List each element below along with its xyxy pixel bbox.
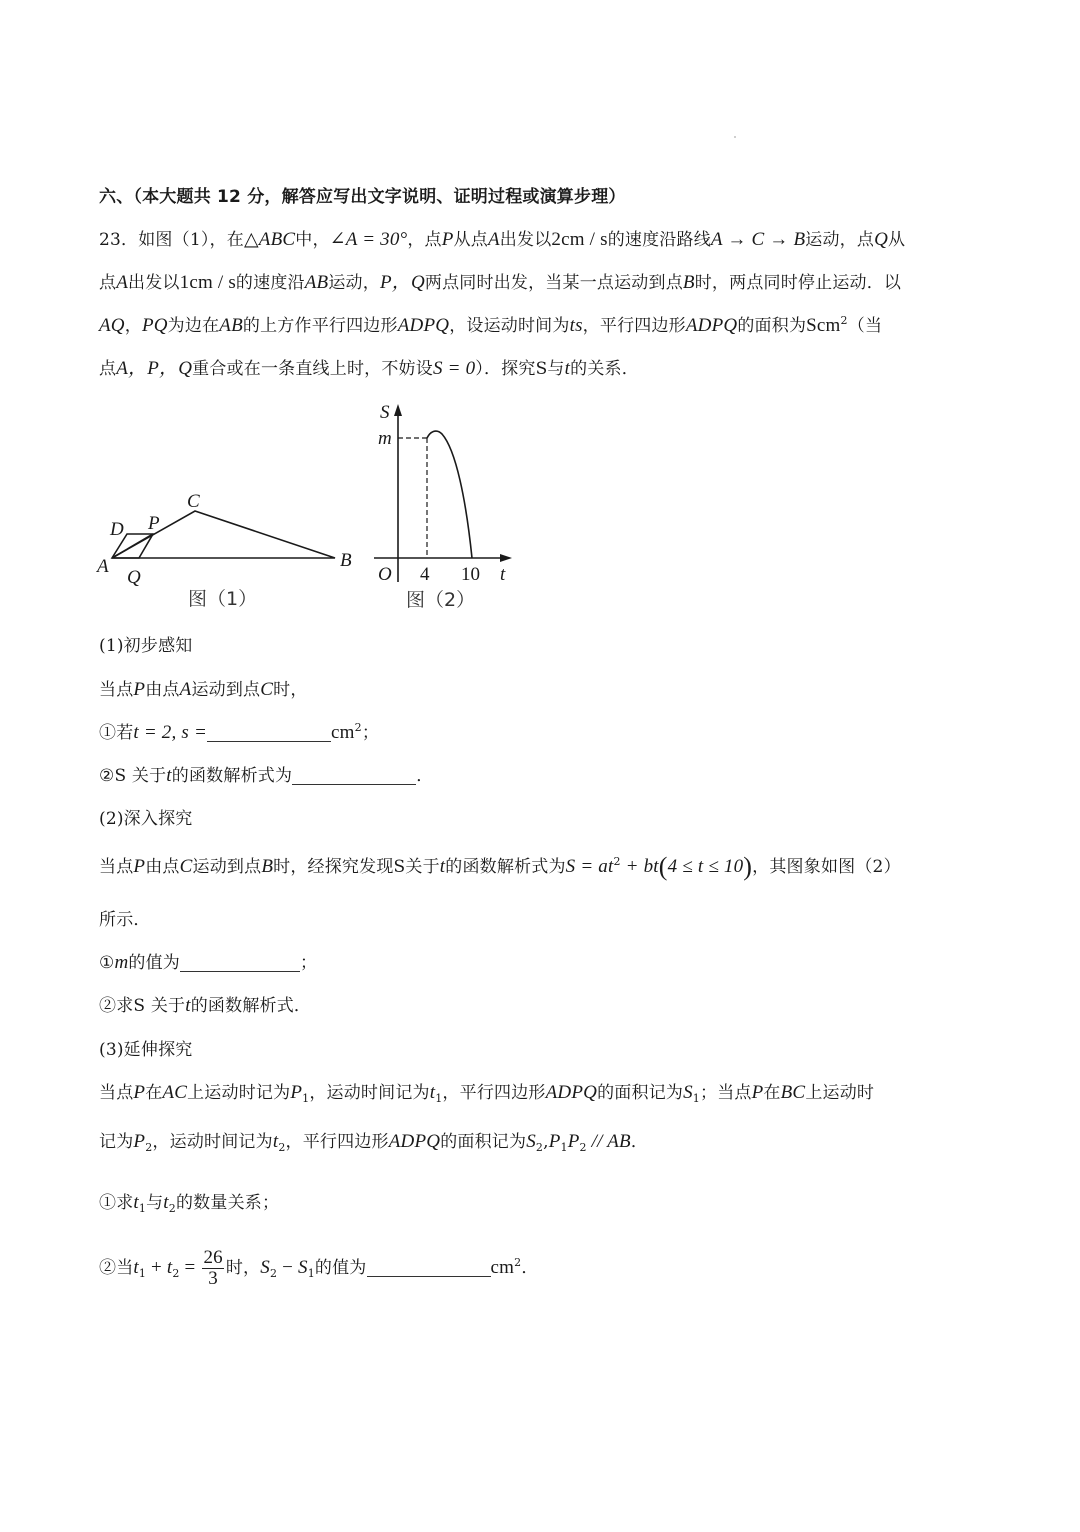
y-axis-arrow-icon [394,404,402,416]
label-c: C [187,491,200,512]
part3-question-1: ①求$t_1$与$t_2$的数量关系； [99,1192,280,1215]
figure-2-caption: 图（2） [406,589,476,611]
part3-intro-line-1: 当点P在AC上运动时记为$P_1$，运动时间记为$t_1$，平行四边形ADPQ的面积记为$S_1$；当点P在BC上运动时 [99,1082,875,1105]
answer-blank-1-1[interactable] [207,723,331,742]
figure-1-triangle-diagram [90,480,370,615]
label-d: D [110,519,124,540]
x-axis-arrow-icon [500,554,512,562]
problem-intro-line-2: 点A出发以1cm / s的速度沿AB运动，P，Q两点同时出发，当某一点运动到点B时，两点同时停止运动．以 [99,272,902,293]
answer-blank-2-1[interactable] [180,953,300,972]
part3-question-2: ②当$t_1 + t_2$ = $\frac{26}{3}$ 时，$S_2 - S_1$的值为 $cm^2$． [99,1247,539,1289]
axis-label-s: S [380,402,390,423]
problem-intro-line-3: AQ，PQ为边在AB的上方作平行四边形ADPQ，设运动时间为ts，平行四边形ADPQ的面积为Scm$^2$（当 [99,314,883,336]
section-heading: 六、（本大题共 12 分，解答应写出文字说明、证明过程或演算步理） [99,187,626,207]
label-p: P [148,513,160,534]
part2-question-1: ①m的值为 ； [99,952,318,973]
figure-1-caption: 图（1） [188,588,258,610]
label-q: Q [127,567,141,588]
part1-title: (1)初步感知 [99,636,193,656]
scan-speck [734,136,736,138]
problem-intro-line-4: 点A，P，Q重合或在一条直线上时，不妨设S = 0）．探究S与t的关系． [99,358,639,379]
label-b: B [340,550,352,571]
tick-label-m: m [378,428,392,449]
origin-label: O [378,564,392,585]
tick-label-10: 10 [461,564,480,585]
part3-title: (3)延伸探究 [99,1040,193,1060]
problem-intro-line-1: 23．如图（1），在△ABC中，∠A = 30°，点P从点A出发以2cm / s的速度沿路线A → C → B运动，点Q从 [99,229,906,250]
part1-question-2: ②S 关于t的函数解析式为 ． [99,765,434,786]
part2-question-2: ②求S 关于t的函数解析式． [99,995,312,1016]
figure-2-graph [365,395,525,615]
label-a: A [97,556,109,577]
answer-blank-1-2[interactable] [292,766,416,785]
part3-intro-line-2: 记为$P_2$，运动时间记为$t_2$，平行四边形ADPQ的面积记为$S_2,P_1P_2$ // AB． [99,1131,649,1154]
tick-label-4: 4 [420,564,430,585]
part1-question-1: ①若t = 2, $s = cm^2$； [99,721,380,743]
part1-intro: 当点P由点A运动到点C时， [99,679,308,700]
problem-number: 23． [99,230,139,250]
part2-title: (2)深入探究 [99,809,193,829]
fraction-26-over-3: $\frac{26}{3}$ [203,1247,223,1289]
answer-blank-3-2[interactable] [367,1258,491,1277]
axis-label-t: t [500,564,506,585]
part2-intro-line-2: 所示． [99,910,151,930]
curve-s-of-t [427,431,472,558]
part2-intro-line-1: 当点P由点C运动到点B时，经探究发现S关于t的函数解析式为$S = at^2 + bt(4 \le t \le 10)$，其图象如图（2） [99,852,901,881]
